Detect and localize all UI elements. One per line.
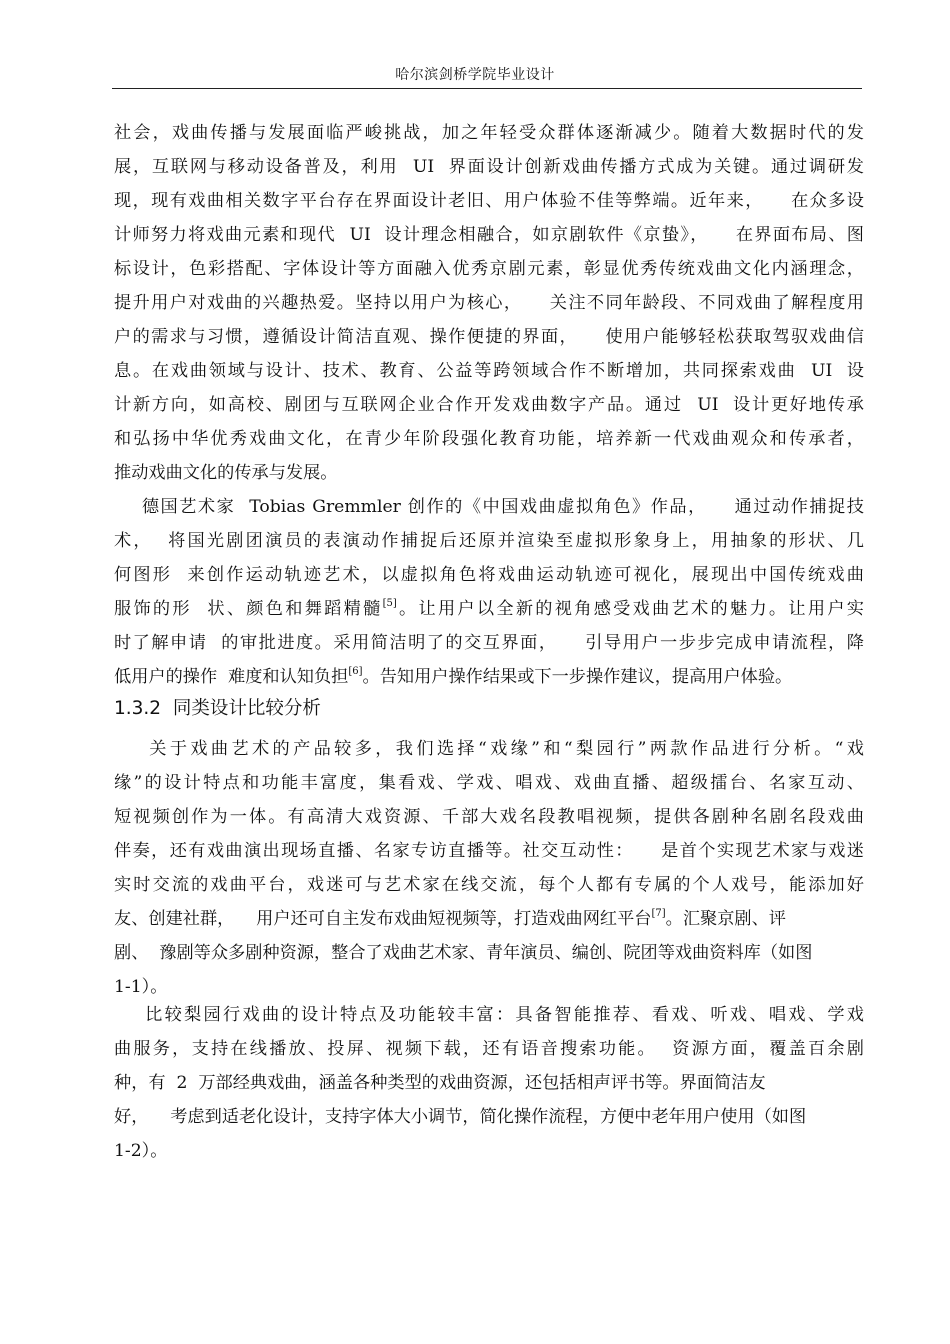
text-run: 户的需求与习惯，遵循设计简洁直观、操作便捷的界面， 使用户能够轻松获取驾驭戏曲信 [114, 327, 864, 347]
paragraph-2-line [114, 592, 864, 626]
paragraph-3-line [114, 800, 864, 834]
paragraph-2-line [114, 558, 864, 592]
text-run: 服饰的形 状、颜色和舞蹈精髓 [114, 599, 383, 619]
paragraph-1-line [114, 286, 864, 320]
text-run: 现，现有戏曲相关数字平台存在界面设计老旧、用户体验不佳等弊端。近年来， 在众多设 [114, 191, 864, 211]
paragraph-3-line [114, 902, 786, 936]
citation-ref: [5] [382, 598, 397, 609]
paragraph-1-line [114, 354, 864, 388]
paragraph-1-last-line [114, 456, 337, 490]
paragraph-3-line [114, 868, 864, 902]
text-run: 和弘扬中华优秀戏曲文化，在青少年阶段强化教育功能，培养新一代戏曲观众和传承者， [114, 429, 864, 449]
text-run: 。告知用户操作结果或下一步操作建议，提高用户体验。 [362, 667, 793, 687]
section-heading [114, 692, 321, 726]
text-run: 。汇聚京剧、评 [665, 909, 786, 929]
text-run: 时了解申请 的审批进度。采用简洁明了的交互界面， 引导用户一步步完成申请流程，降 [114, 633, 864, 653]
text-run: 实时交流的戏曲平台，戏迷可与艺术家在线交流，每个人都有专属的个人戏号，能添加好 [114, 875, 864, 895]
paragraph-2-last-line [114, 660, 792, 694]
text-run: 社会，戏曲传播与发展面临严峻挑战，加之年轻受众群体逐渐减少。随着大数据时代的发 [114, 123, 864, 143]
text-run: 息。在戏曲领域与设计、技术、教育、公益等跨领域合作不断增加，共同探索戏曲 UI 设 [114, 361, 864, 381]
text-run: 推动戏曲文化的传承与发展。 [114, 463, 338, 483]
paragraph-3-line [114, 732, 864, 766]
paragraph-4-line [114, 998, 864, 1032]
text-run: 曲服务，支持在线播放、投屏、视频下载，还有语音搜索功能。 资源方面，覆盖百余剧 [114, 1039, 864, 1059]
text-run: 提升用户对戏曲的兴趣热爱。坚持以用户为核心， 关注不同年龄段、不同戏曲了解程度用 [114, 293, 864, 313]
paragraph-1-line [114, 388, 864, 422]
text-run: 标设计，色彩搭配、字体设计等方面融入优秀京剧元素，彰显优秀传统戏曲文化内涵理念， [114, 259, 864, 279]
text-run: 计师努力将戏曲元素和现代 UI 设计理念相融合，如京剧软件《京蛰》， 在界面布局、图 [114, 225, 864, 245]
text-run: 展，互联网与移动设备普及，利用 UI 界面设计创新戏曲传播方式成为关键。通过调研发 [114, 157, 864, 177]
header-divider [112, 88, 862, 89]
text-run: 比较梨园行戏曲的设计特点及功能较丰富：具备智能推荐、看戏、听戏、唱戏、学戏 [114, 1005, 864, 1025]
paragraph-4-line [114, 1066, 766, 1100]
section-number: 1.3.2 [114, 698, 162, 719]
paragraph-1-line [114, 150, 864, 184]
page-header: 哈尔滨剑桥学院毕业设计 [395, 67, 555, 83]
text-run: 种，有 2 万部经典戏曲，涵盖各种类型的戏曲资源，还包括相声评书等。界面简洁友 [114, 1073, 766, 1093]
paragraph-4-line [114, 1100, 806, 1134]
paragraph-1-line [114, 252, 864, 286]
paragraph-1-line [114, 320, 864, 354]
paragraph-1-line [114, 184, 864, 218]
paragraph-2-line [114, 524, 864, 558]
citation-ref: [6] [348, 666, 363, 677]
text-run: 。让用户以全新的视角感受戏曲艺术的魅力。让用户实 [396, 599, 864, 619]
text-run: 低用户的操作 难度和认知负担 [114, 667, 349, 687]
text-run: 好， 考虑到适老化设计，支持字体大小调节，简化操作流程，方便中老年用户使用（如图 [114, 1107, 807, 1127]
text-run: 1-1）。 [114, 977, 168, 997]
paragraph-1-line [114, 218, 864, 252]
text-run: 短视频创作为一体。有高清大戏资源、千部大戏名段教唱视频，提供各剧种名剧名段戏曲 [114, 807, 864, 827]
paragraph-1-line [114, 422, 864, 456]
citation-ref: [7] [651, 908, 666, 919]
paragraph-3-line [114, 766, 864, 800]
text-run: 剧、 豫剧等众多剧种资源，整合了戏曲艺术家、青年演员、编创、院团等戏曲资料库（如图 [114, 943, 813, 963]
section-title: 同类设计比较分析 [172, 698, 321, 719]
text-run: 计新方向，如高校、剧团与互联网企业合作开发戏曲数字产品。通过 UI 设计更好地传承 [114, 395, 864, 415]
text-run: 伴奏，还有戏曲演出现场直播、名家专访直播等。社交互动性： 是首个实现艺术家与戏迷 [114, 841, 864, 861]
paragraph-2-line [114, 626, 864, 660]
paragraph-2-line [114, 490, 864, 524]
text-run: 关于戏曲艺术的产品较多，我们选择“戏缘”和“梨园行”两款作品进行分析。“戏 [114, 739, 864, 759]
paragraph-3-line [114, 936, 812, 970]
paragraph-4-last-line [114, 1134, 167, 1168]
text-run: 何图形 来创作运动轨迹艺术，以虚拟角色将戏曲运动轨迹可视化，展现出中国传统戏曲 [114, 565, 864, 585]
text-run: 德国艺术家 Tobias Gremmler 创作的《中国戏曲虚拟角色》作品， 通过动作捕捉技 [114, 497, 864, 517]
text-run: 友、创建社群， 用户还可自主发布戏曲短视频等，打造戏曲网红平台 [114, 909, 652, 929]
text-run: 1-2）。 [114, 1141, 168, 1161]
paragraph-4-line [114, 1032, 864, 1066]
paragraph-3-line [114, 834, 864, 868]
text-run: 术， 将国光剧团演员的表演动作捕捉后还原并渲染至虚拟形象身上，用抽象的形状、几 [114, 531, 864, 551]
text-run: 缘”的设计特点和功能丰富度，集看戏、学戏、唱戏、戏曲直播、超级擂台、名家互动、 [114, 773, 864, 793]
paragraph-1-line [114, 116, 864, 150]
